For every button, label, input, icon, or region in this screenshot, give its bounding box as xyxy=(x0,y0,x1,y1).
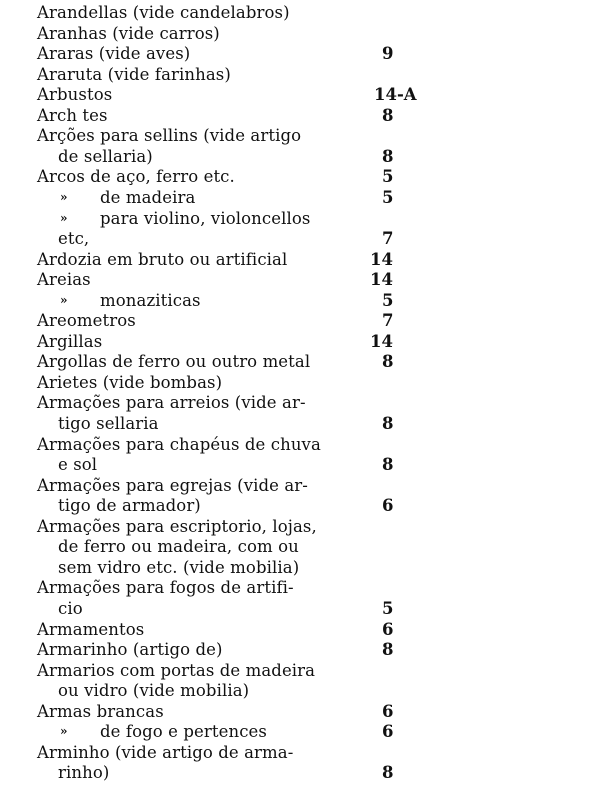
entry-text: Armações para egrejas (vide ar- xyxy=(37,475,308,495)
entry-text: Armarinho (artigo de) xyxy=(37,640,223,660)
index-line xyxy=(0,2,593,23)
entry-text: rinho) xyxy=(58,763,110,783)
index-line xyxy=(0,310,593,331)
entry-text: Araras (vide aves) xyxy=(37,44,191,64)
entry-text: Arch tes xyxy=(37,105,108,125)
ditto-mark: » xyxy=(60,210,68,225)
index-line xyxy=(0,598,593,619)
index-line xyxy=(0,187,593,208)
index-line xyxy=(0,557,593,578)
index-line xyxy=(0,680,593,701)
entry-text: Armações para chapéus de chuva xyxy=(37,434,321,454)
page-number: 6 xyxy=(382,496,394,516)
entry-text: Armações para escriptorio, lojas, xyxy=(37,516,317,536)
index-line xyxy=(0,23,593,44)
page-number: 14 xyxy=(370,331,393,351)
index-line xyxy=(0,762,593,783)
entry-text: e sol xyxy=(58,455,98,475)
index-line xyxy=(0,64,593,85)
entry-text: Argillas xyxy=(37,331,103,351)
index-line xyxy=(0,413,593,434)
index-line xyxy=(0,208,593,229)
page-number: 8 xyxy=(382,455,394,475)
entry-text: de sellaria) xyxy=(58,146,153,166)
entry-text: de ferro ou madeira, com ou xyxy=(58,537,299,557)
entry-text: para violino, violoncellos xyxy=(100,208,311,228)
index-line xyxy=(0,516,593,537)
index-line xyxy=(0,701,593,722)
index-line xyxy=(0,475,593,496)
index-line xyxy=(0,43,593,64)
index-line xyxy=(0,125,593,146)
entry-text: Araruta (vide farinhas) xyxy=(37,64,231,84)
page-number: 8 xyxy=(382,352,394,372)
page-number: 7 xyxy=(382,229,394,249)
ditto-mark: » xyxy=(60,292,68,307)
index-line xyxy=(0,495,593,516)
page-number: 14 xyxy=(370,270,393,290)
entry-text: Arandellas (vide candelabros) xyxy=(37,3,290,22)
entry-text: monaziticas xyxy=(100,290,201,310)
entry-text: etc, xyxy=(58,229,90,249)
page-number: 14 xyxy=(370,249,393,269)
index-line xyxy=(0,372,593,393)
index-line xyxy=(0,105,593,126)
entry-text: de madeira xyxy=(100,187,196,207)
page-number: 8 xyxy=(382,146,394,166)
page-number: 8 xyxy=(382,640,394,660)
index-line xyxy=(0,228,593,249)
page-number: 8 xyxy=(382,414,394,433)
index-line xyxy=(0,619,593,640)
entry-text: Armamentos xyxy=(37,619,145,639)
page-number: 8 xyxy=(382,105,394,125)
page-number: 7 xyxy=(382,311,394,331)
page-number: 6 xyxy=(382,701,394,721)
index-line xyxy=(0,392,593,413)
entry-text: Armações para arreios (vide ar- xyxy=(37,393,306,413)
index-line xyxy=(0,721,593,742)
page-number: 5 xyxy=(382,187,394,207)
page-number: 6 xyxy=(382,619,394,639)
page-number: 5 xyxy=(382,290,394,310)
index-line xyxy=(0,454,593,475)
entry-text: de fogo e pertences xyxy=(100,722,267,742)
index-line xyxy=(0,434,593,455)
entry-text: Ardozia em bruto ou artificial xyxy=(37,249,288,269)
page-number: 6 xyxy=(382,722,394,742)
page-number: 14-A xyxy=(374,85,417,105)
entry-text: Armas brancas xyxy=(37,701,164,721)
entry-text: Argollas de ferro ou outro metal xyxy=(37,352,311,372)
ditto-mark: » xyxy=(60,189,68,204)
entry-text: cio xyxy=(58,598,83,618)
entry-text: Arbustos xyxy=(37,85,113,105)
index-line xyxy=(0,351,593,372)
entry-text: tigo de armador) xyxy=(58,496,201,516)
index-line xyxy=(0,660,593,681)
page-number: 5 xyxy=(382,598,394,618)
entry-text: ou vidro (vide mobilia) xyxy=(58,681,250,701)
entry-text: Arcos de aço, ferro etc. xyxy=(37,167,235,187)
index-line xyxy=(0,742,593,763)
index-line xyxy=(0,269,593,290)
entry-text: tigo sellaria xyxy=(58,414,159,433)
entry-text: Areometros xyxy=(37,311,136,331)
entry-text: Arietes (vide bombas) xyxy=(37,372,223,392)
index-line xyxy=(0,639,593,660)
entry-text: Armações para fogos de artifi- xyxy=(37,578,294,598)
index-line xyxy=(0,166,593,187)
entry-text: sem vidro etc. (vide mobilia) xyxy=(58,557,300,577)
ditto-mark: » xyxy=(60,724,68,739)
index-line xyxy=(0,84,593,105)
entry-text: Armarios com portas de madeira xyxy=(37,660,316,680)
entry-text: Areias xyxy=(37,270,91,290)
entry-text: Arminho (vide artigo de arma- xyxy=(37,742,294,762)
index-line xyxy=(0,249,593,270)
page-number: 5 xyxy=(382,167,394,187)
page-number: 8 xyxy=(382,763,394,783)
index-line xyxy=(0,536,593,557)
index-line xyxy=(0,146,593,167)
entry-text: Arções para sellins (vide artigo xyxy=(37,126,302,146)
index-line xyxy=(0,331,593,352)
index-line xyxy=(0,577,593,598)
index-line xyxy=(0,290,593,311)
entry-text: Aranhas (vide carros) xyxy=(37,23,220,43)
page-number: 9 xyxy=(382,44,394,64)
